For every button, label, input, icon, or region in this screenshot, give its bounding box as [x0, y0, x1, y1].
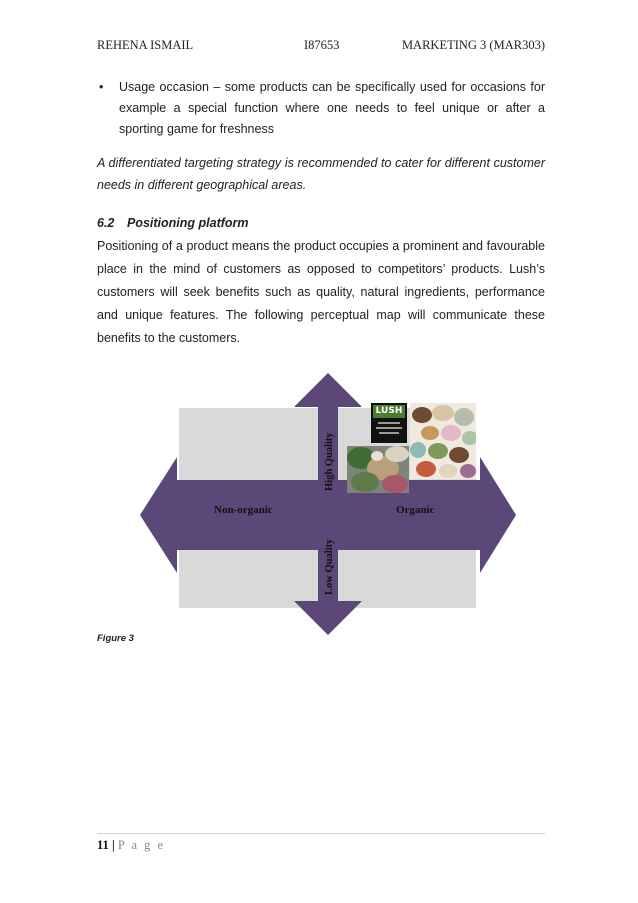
axis-label-non-organic: Non-organic	[214, 504, 273, 516]
document-body	[97, 77, 545, 350]
axis-label-low-quality: Low Quality	[324, 538, 335, 595]
lush-logo-image	[371, 403, 407, 443]
course-title: MARKETING 3 (MAR303)	[401, 38, 545, 52]
page-number: 11	[97, 838, 109, 852]
ingredients-illustration	[347, 446, 409, 493]
figure-caption: Figure 3	[97, 633, 134, 644]
section-title: Positioning platform	[127, 216, 249, 230]
page-footer	[97, 838, 165, 853]
targeting-paragraph: A differentiated targeting strategy is recommended to cater for different customer needs in different geographical areas.	[97, 156, 545, 192]
page-word: P a g e	[117, 838, 166, 852]
bullet-icon: •	[99, 80, 104, 94]
positioning-paragraph: Positioning of a product means the product occupies a prominent and favourable place in the mind of customers as opposed to competitors’ products. Lush’s customers will seek benefits such as quality, natural ingredients, performance and unique features. The following perceptual map will communicate these benefits to the customers.	[97, 239, 545, 345]
lush-soaps-image	[410, 403, 476, 479]
section-number: 6.2	[97, 216, 115, 230]
natural-ingredients-image	[347, 446, 409, 493]
axis-label-high-quality: High Quality	[324, 432, 335, 491]
footer-separator: |	[111, 838, 115, 852]
perceptual-map	[140, 373, 516, 635]
soap-bars-illustration	[410, 403, 476, 479]
student-id: I87653	[304, 38, 340, 52]
footer-divider	[97, 833, 545, 834]
section-heading	[97, 213, 545, 233]
author-name: REHENA ISMAIL	[97, 38, 194, 52]
bullet-text: Usage occasion – some products can be specifically used for occasions for example a special function where one needs to feel unique or after a sporting game for freshness	[119, 80, 545, 136]
lush-logo-wordmark: LUSH	[373, 405, 405, 418]
axis-label-organic: Organic	[396, 504, 435, 516]
page-header	[97, 38, 545, 54]
bullet-usage-occasion	[97, 77, 545, 140]
